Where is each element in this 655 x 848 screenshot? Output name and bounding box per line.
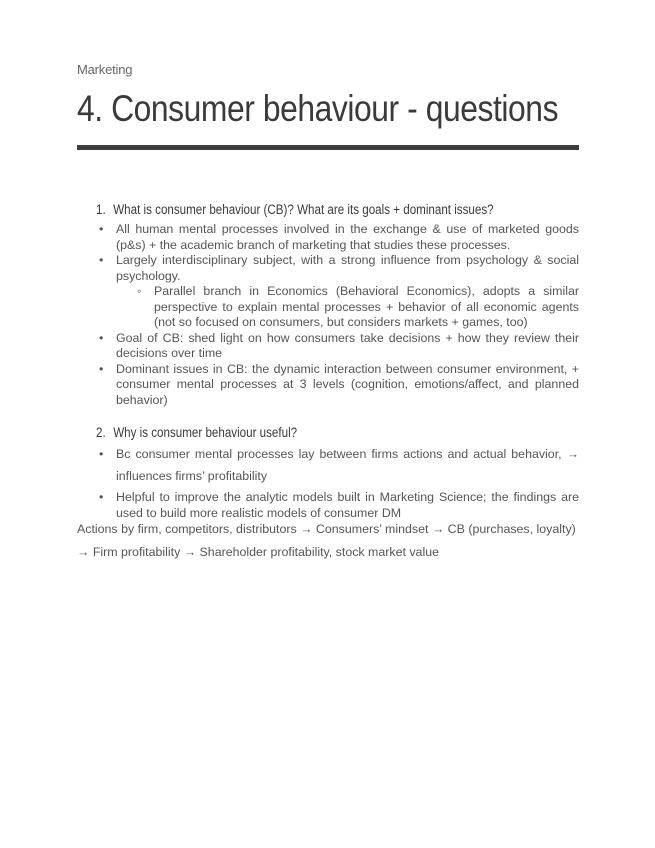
question-2-heading xyxy=(96,425,297,440)
flow-line-1: Actions by firm, competitors, distributors → Consumers’ mindset → CB (purchases, loyalty) xyxy=(77,522,576,536)
question-1-number: 1. xyxy=(96,202,106,217)
question-2-bullets xyxy=(96,443,579,487)
title-divider xyxy=(77,145,579,150)
question-1-bullets xyxy=(96,222,579,408)
list-item-text: Largely interdisciplinary subject, with a strong influence from psychology & social psychology. xyxy=(116,253,579,283)
list-item xyxy=(96,253,579,331)
subject-label: Marketing xyxy=(77,62,133,77)
list-item: • Goal of CB: shed light on how consumers take decisions + how they review their decisions over time xyxy=(96,331,579,362)
flow-line-2: → Firm profitability → Shareholder profitability, stock market value xyxy=(77,545,439,559)
sub-list-item: ◦ Parallel branch in Economics (Behavioral Economics), adopts a similar perspective to explain mental processes + behavior of all economic agents (not so focused on consumers, but considers markets + games, too) xyxy=(116,284,579,331)
page-title: 4. Consumer behaviour - questions xyxy=(77,88,559,129)
question-2-number: 2. xyxy=(96,425,106,440)
question-1-heading xyxy=(96,202,494,217)
question-1-text: What is consumer behaviour (CB)? What are its goals + dominant issues? xyxy=(113,202,494,217)
list-item: • Helpful to improve the analytic models built in Marketing Science; the findings are used to build more realistic models of consumer DM xyxy=(96,490,579,521)
question-2-text: Why is consumer behaviour useful? xyxy=(113,425,298,440)
list-item: • Dominant issues in CB: the dynamic interaction between consumer environment, + consumer mental processes at 3 levels (cognition, emotions/affect, and planned behavior) xyxy=(96,362,579,409)
list-item: • Bc consumer mental processes lay between firms actions and actual behavior, → influences firms’ profitability xyxy=(96,443,579,487)
sub-bullets xyxy=(116,284,579,331)
list-item: • All human mental processes involved in the exchange & use of marketed goods (p&s) + the academic branch of marketing that studies these processes. xyxy=(96,222,579,253)
question-2-bullets-cont xyxy=(96,490,579,521)
